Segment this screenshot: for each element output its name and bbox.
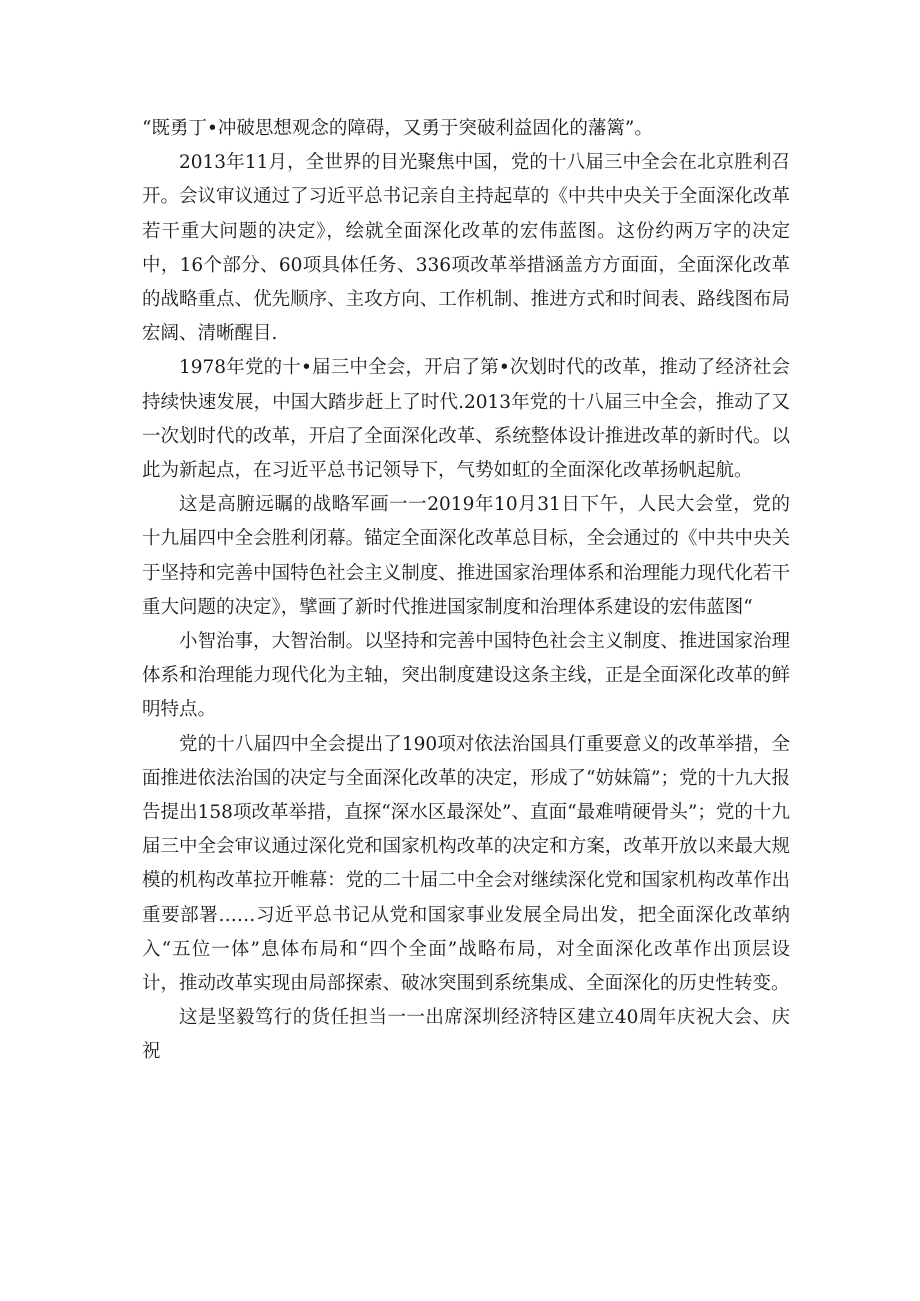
document-body	[142, 112, 790, 1070]
paragraph-6: 党的十八届四中全会提出了190项对依法治国具仃重要意义的改革举措，全面推进依法治国的决定与全面深化改革的决定，形成了“妨妹篇”；党的十九大报告提出158项改革举措，直探“深水区最深处”、直面“最难啃硬骨头”；党的十九届三中全会审议通过深化党和国家机构改革的决定和方案，改革开放以来最大规模的机构改革拉开帷幕：党的二十届二中全会对继续深化党和国家机构改革作出重要部署……习近平总书记从党和国家事业发展全局出发，把全面深化改革纳入“五位一体”息体布局和“四个全面”战略布局，对全面深化改革作出顶层设计，推动改革实现由局部探索、破冰突围到系统集成、全面深化的历史性转变。	[142, 733, 790, 995]
paragraph-2: 2013年11月，全世界的目光聚焦中国，党的十八届三中全会在北京胜利召开。会议审议通过了习近平总书记亲自主持起草的《中共中央关于全面深化改革若干重大问题的决定》，绘就全面深化改革的宏伟蓝图。这份约两万字的决定中，16个部分、60项具体任务、336项改革举措涵盖方方面面，全面深化改革的战略重点、优先顺序、主攻方向、工作机制、推进方式和时间表、路线图布局宏阔、清晰醒目.	[142, 152, 790, 345]
paragraph-1: “既勇丁•冲破思想观念的障碍，又勇于突破利益固化的藩篱”。	[142, 118, 653, 139]
paragraph-5: 小智治事，大智治制。以坚持和完善中国特色社会主义制度、推进国家治理体系和治理能力现代化为主轴，突出制度建设这条主线，正是全面深化改革的鲜明特点。	[142, 631, 790, 721]
paragraph-4: 这是高腑远瞩的战略军画一一2019年10月31日下午，人民大会堂，党的十九届四中全会胜利闭幕。锚定全面深化改革总目标，全会通过的《中共中央关于坚持和完善中国特色社会主义制度、推进国家治理体系和治理能力现代化若干重大问题的决定》，擘画了新时代推进国家制度和治理体系建设的宏伟蓝图“	[142, 494, 790, 618]
paragraph-7: 这是坚毅笃行的货任担当一一出席深圳经济特区建立40周年庆祝大会、庆祝	[142, 1007, 790, 1063]
paragraph-3: 1978年党的十•届三中全会，开启了第•次划时代的改革，推动了经济社会持续快速发展，中国大踏步赶上了时代.2013年党的十八届三中全会，推动了又一次划时代的改革，开启了全面深化改革、系统整体设计推进改革的新时代。以此为新起点，在习近平总书记领导下，气势如虹的全面深化改革扬帆起航。	[142, 357, 790, 482]
